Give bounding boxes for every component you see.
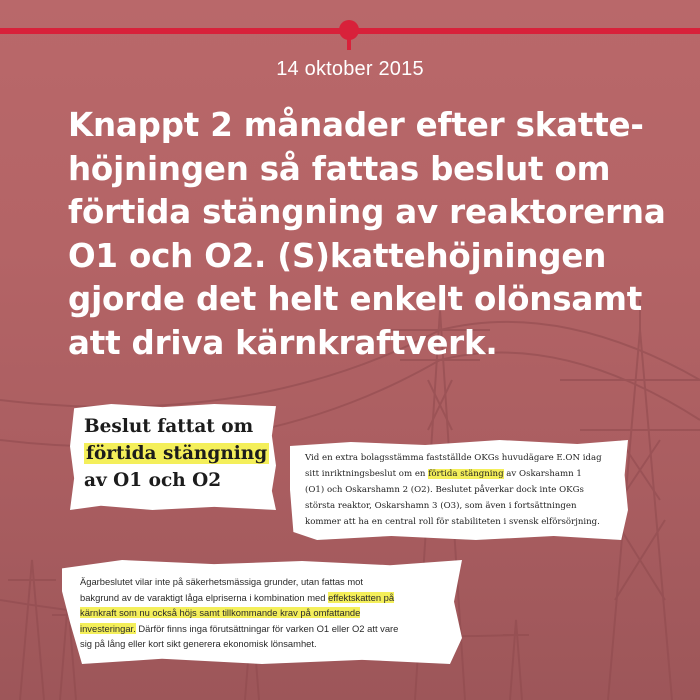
excerpt-highlight: effektskatten på [328,591,395,603]
headline-line: Knappt 2 månader efter skatte- [68,106,644,144]
callout-text [84,413,274,494]
headline-line: att driva kärnkraftverk. [68,323,498,362]
excerpt-line: sig på lång eller kort sikt generera ekonomisk lönsamhet. [80,638,317,649]
headline-line: O1 och O2. (S)kattehöjningen [68,236,607,275]
excerpt-highlight: förtida stängning [428,469,504,479]
callout-highlight: förtida stängning [86,443,268,464]
excerpt-highlight: kärnkraft som nu också höjs samt tillkommande krav på omfattande [80,607,361,618]
excerpt-line [305,466,620,482]
date-label: 14 oktober 2015 [276,58,424,80]
press-excerpt-text [305,450,620,530]
excerpt-highlight: investeringar. [80,622,136,634]
excerpt-line [80,605,450,621]
headline [68,104,668,365]
excerpt-fragment: bakgrund av de varaktigt låga elpriserna i kombination med [80,591,329,603]
excerpt-line: Ägarbeslutet vilar inte på säkerhetsmässiga grunder, utan fattas mot [80,576,363,587]
excerpt-line: Vid en extra bolagsstämma fastställde OKGs huvudägare E.ON idag [305,453,602,463]
headline-line: höjningen så fattas beslut om [68,149,611,188]
excerpt-line: största reaktor, Oskarshamn 3 (O3), som även i fortsättningen [305,501,577,511]
excerpt-fragment: sitt inriktningsbeslut om en [305,469,429,479]
excerpt-line [80,621,450,637]
excerpt-fragment: Därför finns inga förutsättningar för varken O1 eller O2 att vare [135,622,399,634]
callout-line: av O1 och O2 [84,470,222,491]
decision-excerpt-text [80,574,450,652]
excerpt-line [80,590,450,606]
headline-line: förtida stängning av reaktorerna [68,193,666,231]
callout-line [84,440,274,467]
timeline-marker-stem [347,38,351,50]
headline-line: gjorde det helt enkelt olönsamt [68,280,643,318]
callout-line: Beslut fattat om [84,416,254,437]
excerpt-fragment: av Oskarshamn 1 [503,469,582,479]
excerpt-line: kommer att ha en central roll för stabiliteten i svensk elförsörjning. [305,517,600,527]
timeline-marker [339,20,359,40]
excerpt-line: (O1) och Oskarshamn 2 (O2). Beslutet påverkar dock inte OKGs [305,485,584,495]
